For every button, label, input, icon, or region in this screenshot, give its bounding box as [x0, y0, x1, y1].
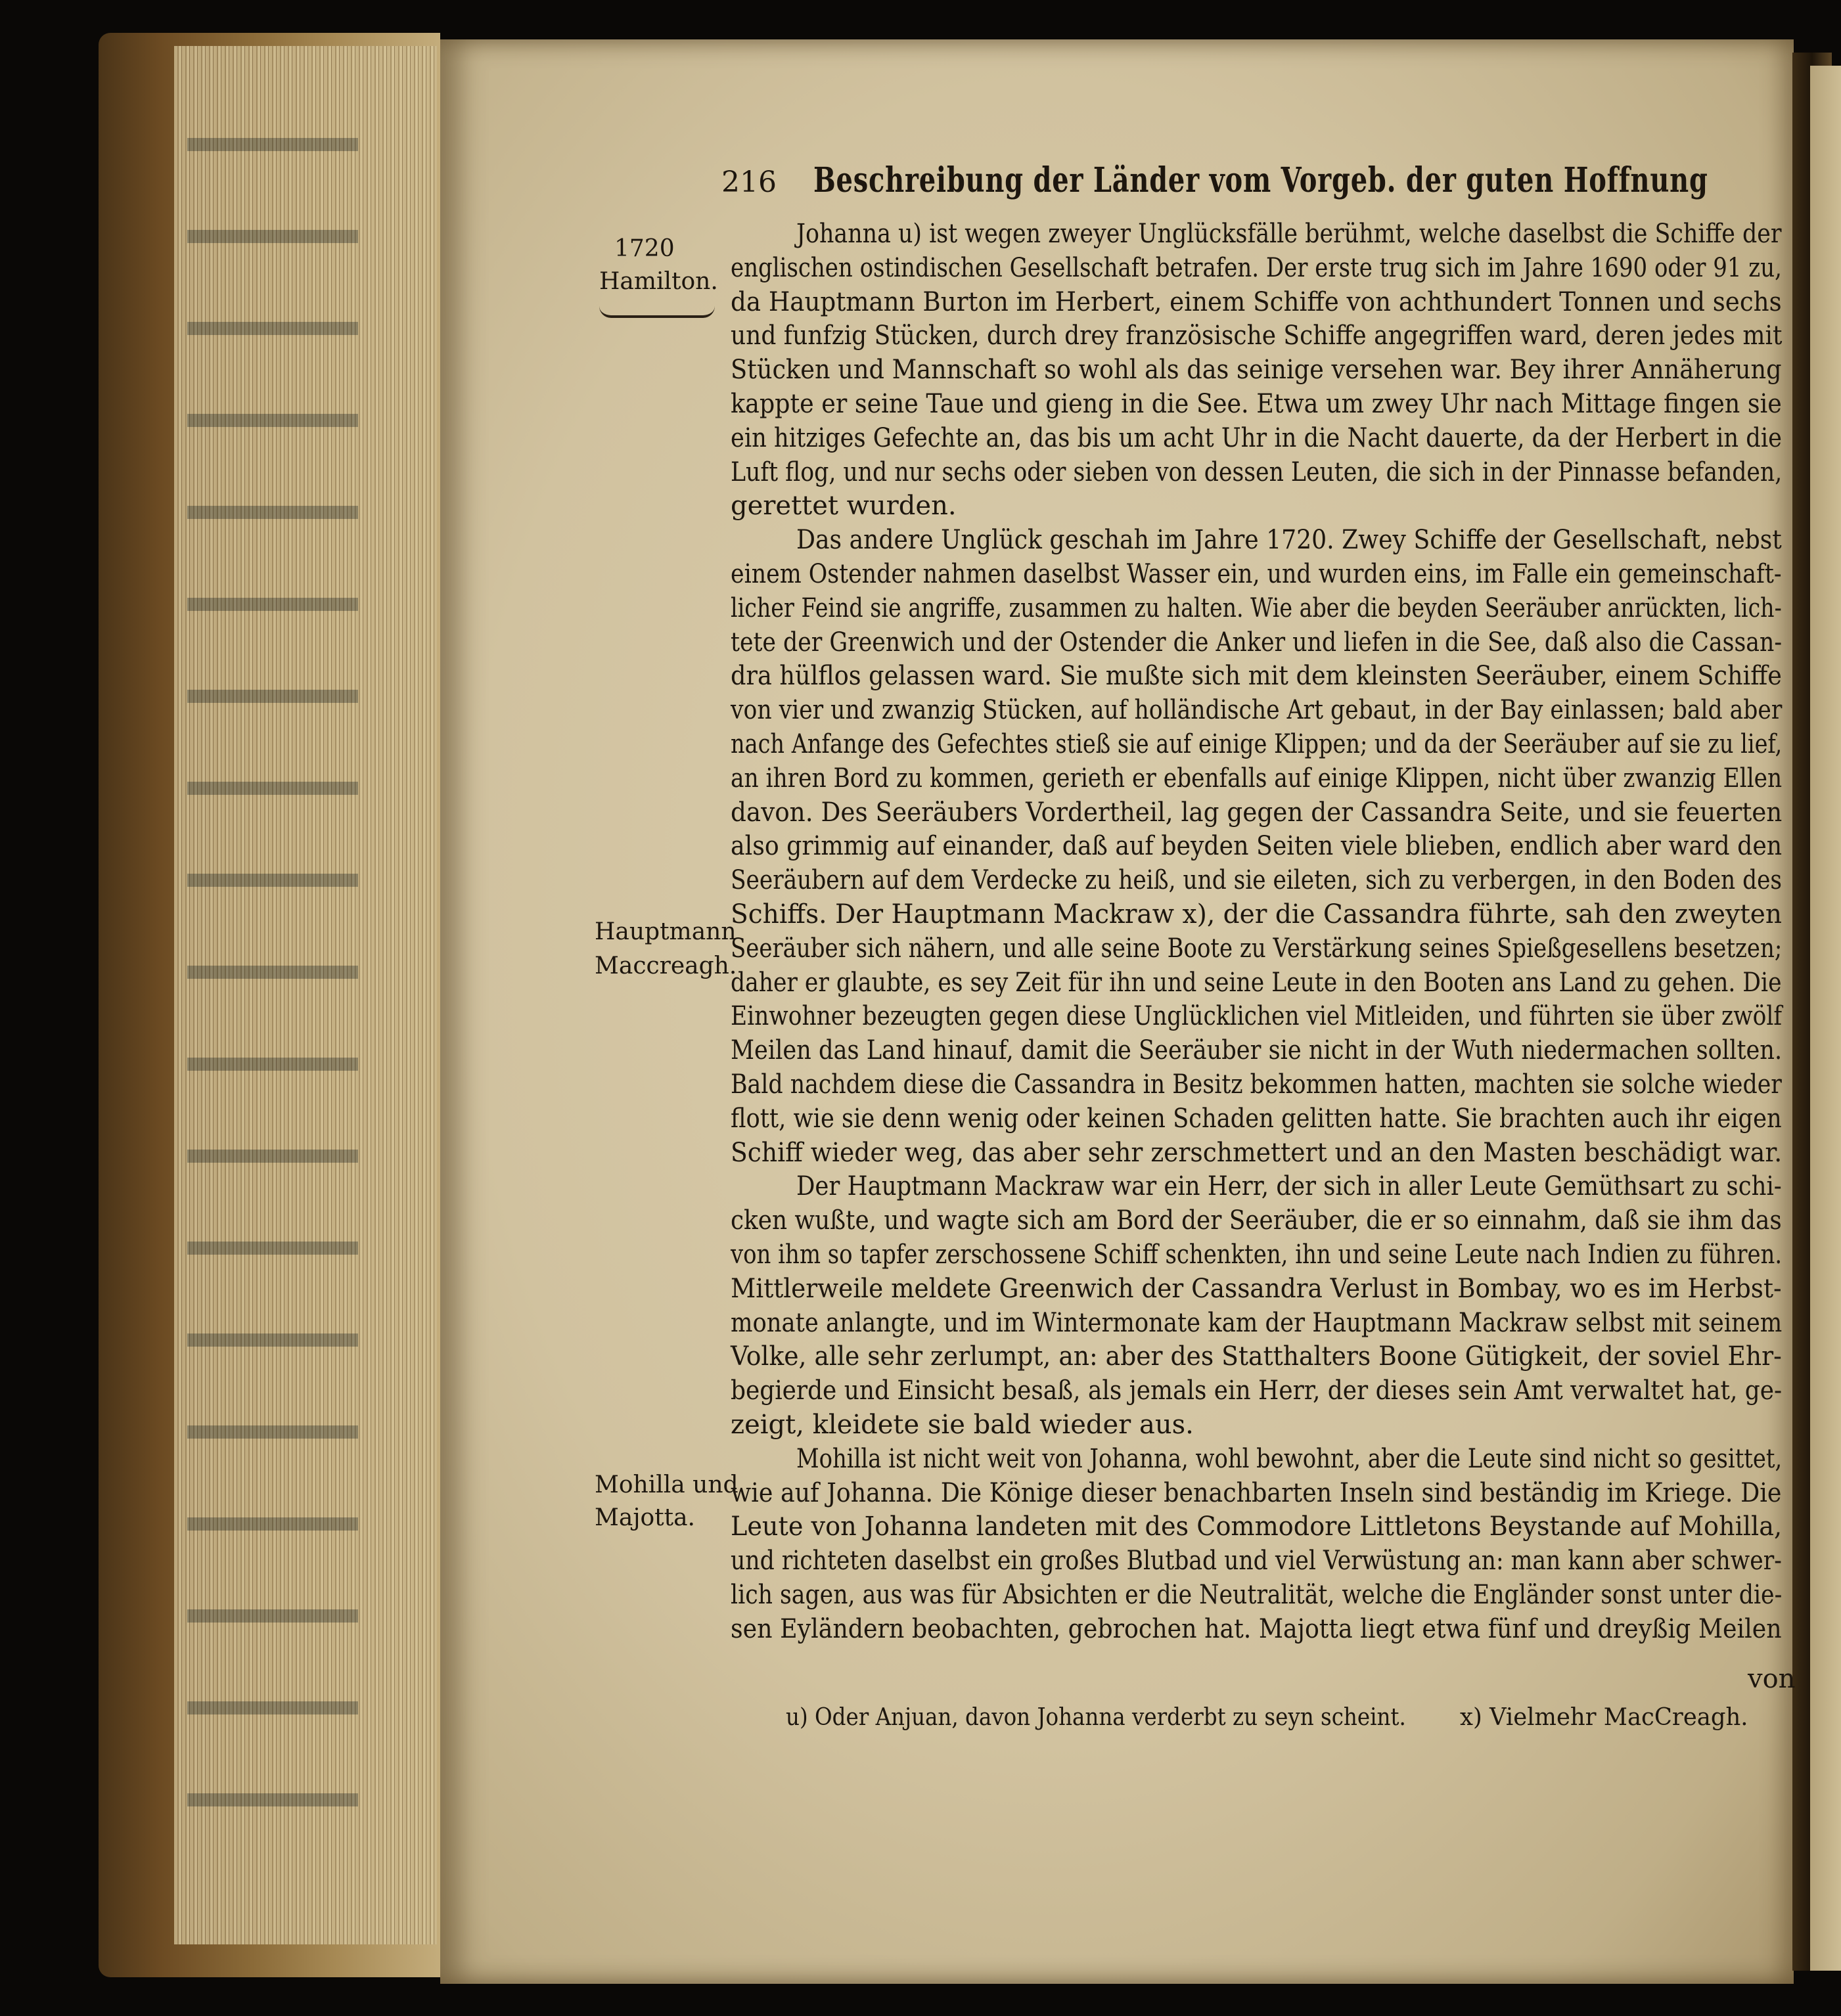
body-line: einem Ostender nahmen daselbst Wasser ein, und wurden eins, im Falle ein gemeinschaft- — [731, 559, 1782, 589]
body-line: also grimmig auf einander, daß auf beyden Seiten viele blieben, endlich aber ward den — [731, 831, 1783, 862]
body-line: flott, wie sie denn wenig oder keinen Schaden gelitten hatte. Sie brachten auch ihr eigen — [731, 1103, 1782, 1134]
facing-page-edge — [1810, 66, 1841, 1971]
body-line: Luft flog, und nur sechs oder sieben von dessen Leuten, die sich in der Pinnasse befanden, — [731, 457, 1783, 487]
running-head: Beschreibung der Länder vom Vorgeb. der guten Hoffnung — [813, 160, 1708, 200]
body-line: zeigt, kleidete sie bald wieder aus. — [731, 1410, 1194, 1440]
body-line: Johanna u) ist wegen zweyer Unglücksfälle berühmt, welche daselbst die Schiffe der — [796, 219, 1782, 249]
body-line: ein hitziges Gefechte an, das bis um acht Uhr in die Nacht dauerte, da der Herbert in die — [731, 422, 1783, 453]
body-line: Volke, alle sehr zerlumpt, an: aber des Statthalters Boone Gütigkeit, der soviel Ehr- — [731, 1341, 1782, 1372]
body-line: und funfzig Stücken, durch drey französische Schiffe angegriffen ward, deren jedes mit — [731, 321, 1783, 351]
body-line: monate anlangte, und im Wintermonate kam der Hauptmann Mackraw selbst mit seinem — [731, 1307, 1783, 1338]
body-line: Seeräuber sich nähern, und alle seine Boote zu Verstärkung seines Spießgesellens besetzen; — [731, 933, 1783, 964]
body-line: dra hülflos gelassen ward. Sie mußte sich mit dem kleinsten Seeräuber, einem Schiffe — [731, 661, 1782, 692]
body-line: Mittlerweile meldete Greenwich der Cassandra Verlust in Bombay, wo es im Herbst- — [731, 1273, 1782, 1304]
body-line: Leute von Johanna landeten mit des Commodore Littletons Beystande auf Mohilla, — [731, 1512, 1783, 1542]
body-line: lich sagen, aus was für Absichten er die Neutralität, welche die Engländer sonst unter die- — [731, 1580, 1783, 1610]
body-line: da Hauptmann Burton im Herbert, einem Schiffe von achthundert Tonnen und sechs — [731, 286, 1782, 317]
margin-brace — [599, 306, 715, 318]
body-line: an ihren Bord zu kommen, gerieth er ebenfalls auf einige Klippen, nicht über zwanzig Ellen — [731, 763, 1783, 794]
margin-note-year: 1720 — [614, 235, 675, 262]
body-line: von vier und zwanzig Stücken, auf holländische Art gebaut, in der Bay einlassen; bald aber — [731, 695, 1783, 726]
body-line: licher Feind sie angriffe, zusammen zu halten. Wie aber die beyden Seeräuber anrückten, lich- — [731, 593, 1782, 623]
body-line: englischen ostindischen Gesellschaft betrafen. Der erste trug sich im Jahre 1690 oder 91 zu, — [731, 252, 1782, 283]
catchword: von — [1748, 1664, 1796, 1694]
body-line: Meilen das Land hinauf, damit die Seeräuber sie nicht in der Wuth niedermachen sollten. — [731, 1035, 1783, 1066]
body-line: Das andere Unglück geschah im Jahre 1720. Zwey Schiffe der Gesellschaft, nebst — [796, 525, 1782, 556]
body-line: sen Eyländern beobachten, gebrochen hat. Majotta liegt etwa fünf und dreyßig Meilen — [731, 1613, 1782, 1644]
page-number: 216 — [721, 166, 777, 199]
body-line: von ihm so tapfer zerschossene Schiff schenkten, ihn und seine Leute nach Indien zu führen. — [731, 1240, 1783, 1270]
margin-note-captain: Hauptmann — [595, 918, 737, 945]
body-line: Einwohner bezeugten gegen diese Unglücklichen viel Mitleiden, und führten sie über zwölf — [731, 1001, 1783, 1032]
body-line: tete der Greenwich und der Ostender die Anker und liefen in die See, daß also die Cassan- — [731, 627, 1783, 658]
body-line: nach Anfange des Gefechtes stieß sie auf einige Klippen; und da der Seeräuber auf sie zu lief, — [731, 729, 1783, 759]
body-line: davon. Des Seeräubers Vordertheil, lag gegen der Cassandra Seite, und sie feuerten — [731, 797, 1783, 828]
footnote-x: x) Vielmehr MacCreagh. — [1460, 1704, 1748, 1731]
body-line: Schiffs. Der Hauptmann Mackraw x), der die Cassandra führte, sah den zweyten — [731, 899, 1783, 930]
body-line: Mohilla ist nicht weit von Johanna, wohl bewohnt, aber die Leute sind nicht so gesittet, — [796, 1443, 1783, 1474]
body-line: daher er glaubte, es sey Zeit für ihn und seine Leute in den Booten ans Land zu gehen. Die — [731, 967, 1782, 998]
margin-note-islands-2: Majotta. — [595, 1504, 695, 1531]
water-stain — [187, 99, 358, 1806]
body-line: Der Hauptmann Mackraw war ein Herr, der sich in aller Leute Gemüthsart zu schi- — [796, 1171, 1782, 1202]
margin-note-captain-name: Maccreagh. — [595, 952, 737, 979]
body-line: Bald nachdem diese die Cassandra in Besitz bekommen hatten, machten sie solche wieder — [731, 1069, 1782, 1100]
footnote-u: u) Oder Anjuan, davon Johanna verderbt zu seyn scheint. — [786, 1704, 1406, 1731]
body-line: begierde und Einsicht besaß, als jemals ein Herr, der dieses sein Amt verwaltet hat, ge- — [731, 1376, 1783, 1406]
body-line: Schiff wieder weg, das aber sehr zerschmettert und an den Masten beschädigt war. — [731, 1137, 1783, 1168]
body-line: Stücken und Mannschaft so wohl als das seinige versehen war. Bey ihrer Annäherung — [731, 355, 1782, 386]
body-line: gerettet wurden. — [731, 491, 957, 522]
body-line: kappte er seine Taue und gieng in die See. Etwa um zwey Uhr nach Mittage fingen sie — [731, 389, 1782, 419]
margin-note-author: Hamilton. — [599, 268, 718, 295]
body-line: und richteten daselbst ein großes Blutbad und viel Verwüstung an: man kann aber schwer- — [731, 1546, 1782, 1577]
body-line: wie auf Johanna. Die Könige dieser benachbarten Inseln sind beständig im Kriege. Die — [731, 1477, 1782, 1508]
body-line: cken wußte, und wagte sich am Bord der Seeräuber, die er so einnahm, daß sie ihm das — [731, 1205, 1782, 1236]
margin-note-islands: Mohilla und — [595, 1471, 739, 1498]
body-line: Seeräubern auf dem Verdecke zu heiß, und sie eileten, sich zu verbergen, in den Boden des — [731, 865, 1783, 896]
